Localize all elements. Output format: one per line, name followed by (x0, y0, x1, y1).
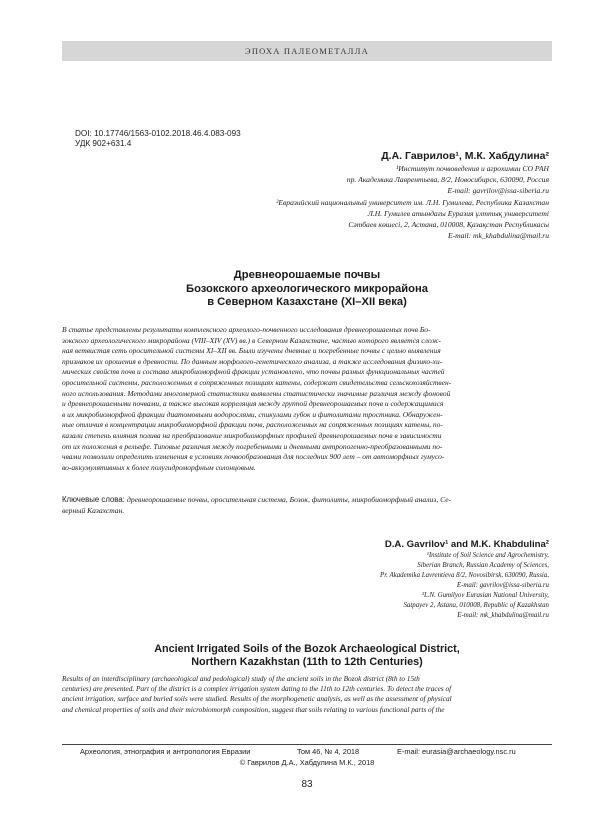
en-abstract-line: ancient irrigation, surface and buried soils were studied. Results of the morphogenetic analysis, as well as the assessment of physical (62, 694, 452, 704)
en-affiliation-email[interactable]: E-mail: gavrilov@issa-siberia.ru (456, 582, 549, 589)
en-authors: D.A. Gavrilov¹ and M.K. Khabdulina² (384, 539, 549, 550)
ru-abstract-line: от их положения в рельефе. Типовые различия между погребенными и дневными антропогенно-преобразованными по- (62, 441, 443, 451)
ru-title-line: в Северном Казахстане (XI–XII века) (207, 296, 407, 308)
ru-affiliation-email[interactable]: E-mail: gavrilov@issa-siberia.ru (447, 186, 549, 196)
ru-abstract (62, 325, 552, 473)
page-number: 83 (301, 779, 313, 790)
ru-abstract-line: ные отличия в концентрации микробиоморфной фракции почв, расположенных на сопряженных позициях катены, по- (62, 420, 443, 430)
ru-abstract-line: ная ветвистая сеть оросительной системы XI–XII вв. Были изучены дневные и погребенные почвы с целью выявления (62, 346, 441, 356)
doi-line[interactable]: DOI: 10.17746/1563-0102.2018.46.4.083-093 (75, 129, 241, 138)
ru-title-line: Древнеорошаемые почвы (233, 269, 381, 281)
ru-abstract-line: зокского археологического микрорайона (VIII–XIV (XV) вв.) в Северном Казахстане, частью которого является слож- (62, 335, 442, 345)
ru-abstract-line: признаков их орошения в древности. По данным морфолого-генетического анализа, а также исследования физико-хи- (62, 356, 443, 366)
ru-article-title (62, 269, 552, 310)
ru-affiliation-line: Л.Н. Гумилев атындағы Еуразия ұлттық университеті (367, 208, 549, 218)
section-header (62, 41, 552, 61)
ru-abstract-line: во-аккумулятивных к более полугидроморфным солонцовым. (62, 462, 256, 472)
en-title-line: Ancient Irrigated Soils of the Bozok Archaeological District, (154, 643, 460, 655)
ru-abstract-line: в их микробиоморфной фракции диатомовыми водорослями, спикулами губок и фитолитами тростника. Обнаружен- (62, 409, 443, 419)
section-title: ЭПОХА ПАЛЕОМЕТАЛЛА (245, 46, 369, 56)
keywords-text: верный Казахстан. (62, 506, 125, 515)
ru-affiliation-line: Сәтбаев көшесі, 2, Астана, 010008, Қазақстан Республикасы (348, 220, 549, 230)
footer-journal-name: Археология, этнография и антропология Евразии (80, 747, 251, 756)
en-abstract (62, 674, 552, 715)
ru-affiliation-line: ²Евразийский национальный университет им. Л.Н. Гумилева, Республика Казахстан (276, 197, 549, 207)
en-affiliation-email[interactable]: E-mail: mk_khabdulina@mail.ru (457, 612, 549, 619)
udk-line: УДК 902+631.4 (75, 139, 132, 148)
ru-abstract-line: и древнеорошаемыми почвами, а также высокая корреляция между группой древнеорошаемых почв и содержащимися (62, 399, 444, 409)
en-article-title (62, 643, 552, 669)
footer-volume: Том 46, № 4, 2018 (297, 747, 360, 756)
en-abstract-line: Results of an interdisciplinary (archaeological and pedological) study of the ancient soils in the Bozok district (8th to 15th (62, 674, 420, 683)
en-abstract-line: and chemical properties of soils and their microbiomorph composition, suggest that soils relating to various functional parts of the (62, 704, 445, 714)
en-affiliation-line: Satpayev 2, Astana, 010008, Republic of Kazakhstan (403, 602, 549, 609)
ru-affiliation-email[interactable]: E-mail: mk_khabdulina@mail.ru (447, 231, 549, 241)
ru-abstract-line: оросительной системы, расположенных в сопряженных позициях катены, содержат свидетельства сельскохозяйствен- (62, 377, 452, 387)
keywords-label: Ключевые слова: (62, 495, 128, 504)
en-affiliation-line: ²L.N. Gumilyov Eurasian National University, (421, 592, 549, 599)
keywords-text: древнеорошаемые почвы, оросительная система, Бозок, фитолиты, микробиоморфный анализ, Се- (127, 495, 452, 504)
en-abstract-line: centuries) are presented. Part of the district is a complex irrigation system dating to the 11th to 12th centuries. To detect the traces of (62, 684, 452, 694)
ru-abstract-line: ного использования. Методами многомерной статистики выявлены статистически значимые различия между фоновой (62, 388, 451, 398)
ru-affiliation-line: ¹Институт почвоведения и агрохимии СО РАН (396, 164, 549, 173)
ru-abstract-line: казали степень влияния полива на преобразование микробиоморфных профилей древнеорошаемых почв в зависимости (62, 430, 442, 440)
footer-divider (62, 744, 552, 745)
en-affiliation-line: Pr. Akademika Lavrentieva 8/2, Novosibirsk, 630090, Russia, (380, 572, 549, 579)
ru-abstract-line: чвами позволили определить изменения в условиях почвообразования для последних 900 лет – от автоморфных гумусо- (62, 452, 445, 462)
en-affiliations (189, 551, 549, 621)
ru-authors: Д.А. Гаврилов¹, М.К. Хабдулина² (381, 150, 549, 162)
ru-keywords (62, 494, 552, 516)
ru-abstract-line: мических свойств почв и состава микробиоморфной фракции установлено, что почвы разных функциональных частей (62, 367, 445, 377)
ru-title-line: Бозокского археологического микрорайона (186, 282, 428, 295)
en-title-line: Northern Kazakhstan (11th to 12th Centuries) (191, 656, 423, 668)
en-affiliation-line: ¹Institute of Soil Science and Agrochemistry, (426, 552, 549, 559)
ru-abstract-line: В статье представлены результаты комплексного археолого-почвенного исследования древнеорошаемых почв Бо- (62, 325, 431, 334)
ru-affiliation-line: пр. Академика Лаврентьева, 8/2, Новосибирск, 630090, Россия (346, 175, 549, 185)
ru-affiliations (189, 163, 549, 241)
footer-copyright: © Гаврилов Д.А., Хабдулина М.К., 2018 (239, 758, 375, 767)
footer-email[interactable]: E-mail: eurasia@archaeology.nsc.ru (397, 747, 516, 756)
en-affiliation-line: Siberian Branch, Russian Academy of Sciences, (417, 562, 549, 569)
